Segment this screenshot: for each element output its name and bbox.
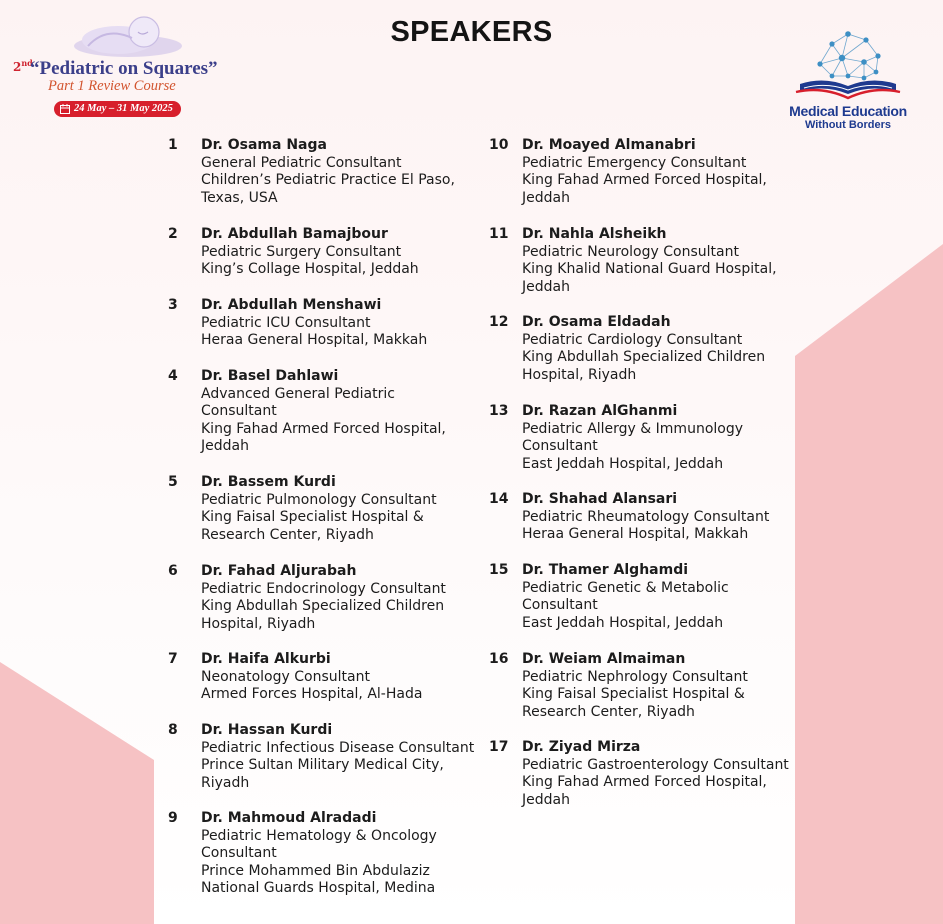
event-logo (6, 12, 216, 122)
speaker-details (522, 562, 729, 632)
speaker-affiliation-line: Research Center, Riyadh (201, 526, 374, 543)
speaker-details (201, 474, 437, 544)
speaker-name: Dr. Razan AlGhanmi (522, 403, 678, 419)
speaker-details (522, 403, 743, 473)
speaker-number: 9 (168, 810, 178, 826)
speaker-number: 6 (168, 563, 178, 579)
speaker-specialty: Advanced General Pediatric (201, 385, 395, 402)
speaker-name: Dr. Shahad Alansari (522, 491, 678, 507)
speaker-name: Dr. Abdullah Menshawi (201, 297, 382, 313)
speaker-number: 14 (489, 491, 509, 507)
speaker-affiliation-line: Heraa General Hospital, Makkah (201, 332, 428, 349)
speaker-affiliation-line: Jeddah (522, 791, 570, 808)
speaker-affiliation-line: Armed Forces Hospital, Al-Hada (201, 686, 423, 703)
speaker-number: 10 (489, 137, 509, 153)
speaker-affiliation-line: Consultant (201, 403, 277, 420)
speaker-affiliation-line: Riyadh (201, 774, 250, 791)
calendar-icon (60, 104, 70, 114)
speaker-affiliation-line: Texas, USA (201, 189, 278, 206)
org-name-line2: Without Borders (804, 119, 892, 131)
speaker-affiliation-line: Hospital, Riyadh (201, 615, 316, 632)
speaker-details (201, 226, 419, 279)
speaker-affiliation-line: Research Center, Riyadh (522, 703, 695, 720)
speaker-number: 16 (489, 651, 509, 667)
speaker-affiliation-line: King Faisal Specialist Hospital & (201, 509, 424, 526)
speaker-specialty: Pediatric Surgery Consultant (201, 243, 402, 260)
page-title: SPEAKERS (390, 16, 553, 48)
speaker-affiliation-line: King Khalid National Guard Hospital, (522, 261, 777, 278)
speaker-number: 1 (168, 137, 178, 153)
speaker-name: Dr. Bassem Kurdi (201, 474, 336, 490)
speaker-number: 15 (489, 562, 509, 578)
speaker-affiliation-line: Prince Mohammed Bin Abdulaziz (201, 862, 430, 879)
speaker-specialty: Pediatric Rheumatology Consultant (522, 508, 770, 525)
speaker-specialty: Pediatric Cardiology Consultant (522, 331, 743, 348)
speaker-affiliation-line: King Fahad Armed Forced Hospital, (522, 774, 767, 791)
speaker-name: Dr. Hassan Kurdi (201, 722, 333, 738)
speaker-affiliation-line: King Abdullah Specialized Children (522, 349, 766, 366)
speaker-name: Dr. Fahad Aljurabah (201, 563, 357, 579)
speaker-name: Dr. Thamer Alghamdi (522, 562, 689, 578)
speaker-specialty: Pediatric Endocrinology Consultant (201, 580, 446, 597)
speaker-affiliation-line: Prince Sultan Military Medical City, (201, 757, 444, 774)
speaker-details (522, 314, 765, 384)
speaker-number: 12 (489, 314, 509, 330)
speaker-specialty: Pediatric Allergy & Immunology (522, 420, 744, 437)
speaker-specialty: Pediatric Gastroenterology Consultant (522, 756, 789, 773)
speaker-details (522, 491, 769, 544)
speaker-name: Dr. Mahmoud Alradadi (201, 810, 377, 826)
event-dates-text: 24 May – 31 May 2025 (74, 103, 173, 114)
org-name-line1: Medical Education (789, 103, 907, 119)
speaker-number: 13 (489, 403, 509, 419)
pink-shape-right (795, 244, 943, 924)
speaker-affiliation-line: Children’s Pediatric Practice El Paso, (201, 172, 455, 189)
speaker-affiliation-line: Jeddah (522, 278, 570, 295)
network-book-icon (780, 26, 916, 104)
speaker-name: Dr. Abdullah Bamajbour (201, 226, 388, 242)
speaker-number: 2 (168, 226, 178, 242)
speaker-affiliation-line: King Fahad Armed Forced Hospital, (522, 172, 767, 189)
speaker-name: Dr. Ziyad Mirza (522, 739, 641, 755)
speaker-affiliation-line: Hospital, Riyadh (522, 366, 637, 383)
speaker-specialty: Pediatric Infectious Disease Consultant (201, 739, 475, 756)
speaker-affiliation-line: Consultant (522, 438, 598, 455)
speaker-details (201, 722, 474, 792)
speaker-details (201, 651, 422, 704)
speaker-specialty: General Pediatric Consultant (201, 154, 402, 171)
baby-illustration-icon (66, 12, 186, 60)
speaker-affiliation-line: Consultant (522, 597, 598, 614)
organization-logo (780, 26, 916, 136)
speaker-affiliation-line: Jeddah (522, 189, 570, 206)
speaker-details (522, 137, 767, 207)
speaker-specialty: Pediatric Emergency Consultant (522, 154, 747, 171)
speaker-number: 17 (489, 739, 509, 755)
speaker-specialty: Pediatric Pulmonology Consultant (201, 491, 437, 508)
speaker-affiliation-line: East Jeddah Hospital, Jeddah (522, 614, 724, 631)
speaker-affiliation-line: Jeddah (201, 438, 249, 455)
speaker-number: 4 (168, 368, 178, 384)
speaker-specialty: Pediatric ICU Consultant (201, 314, 371, 331)
speaker-name: Dr. Moayed Almanabri (522, 137, 696, 153)
speaker-number: 3 (168, 297, 178, 313)
edition-number: 2nd (13, 58, 33, 74)
event-dates-badge (54, 101, 181, 117)
speaker-details (201, 810, 437, 898)
speaker-affiliation-line: King Faisal Specialist Hospital & (522, 686, 745, 703)
speaker-name: Dr. Osama Eldadah (522, 314, 671, 330)
speaker-number: 7 (168, 651, 178, 667)
speaker-name: Dr. Basel Dahlawi (201, 368, 339, 384)
speaker-number: 8 (168, 722, 178, 738)
speaker-details (201, 137, 455, 207)
speaker-affiliation-line: Heraa General Hospital, Makkah (522, 526, 749, 543)
speaker-details (201, 563, 446, 633)
speaker-details (522, 651, 748, 721)
speaker-details (522, 739, 789, 809)
speaker-affiliation-line: East Jeddah Hospital, Jeddah (522, 455, 724, 472)
speaker-affiliation-line: King’s Collage Hospital, Jeddah (201, 261, 419, 278)
speaker-name: Dr. Nahla Alsheikh (522, 226, 667, 242)
speaker-affiliation-line: King Fahad Armed Forced Hospital, (201, 420, 446, 437)
speaker-specialty: Neonatology Consultant (201, 668, 370, 685)
speaker-number: 11 (489, 226, 509, 242)
speaker-affiliation-line: Consultant (201, 845, 277, 862)
speaker-specialty: Pediatric Nephrology Consultant (522, 668, 748, 685)
speaker-number: 5 (168, 474, 178, 490)
speaker-affiliation-line: National Guards Hospital, Medina (201, 880, 436, 897)
speaker-specialty: Pediatric Hematology & Oncology (201, 827, 437, 844)
speaker-details (201, 368, 446, 456)
speaker-specialty: Pediatric Genetic & Metabolic (522, 579, 729, 596)
speaker-name: Dr. Osama Naga (201, 137, 327, 153)
speaker-details (201, 297, 427, 350)
speaker-details (522, 226, 777, 296)
speaker-name: Dr. Weiam Almaiman (522, 651, 686, 667)
event-subtitle: Part 1 Review Course (48, 78, 176, 94)
event-name: “Pediatric on Squares” (30, 58, 218, 79)
speaker-specialty: Pediatric Neurology Consultant (522, 243, 739, 260)
speaker-affiliation-line: King Abdullah Specialized Children (201, 598, 445, 615)
speaker-name: Dr. Haifa Alkurbi (201, 651, 331, 667)
